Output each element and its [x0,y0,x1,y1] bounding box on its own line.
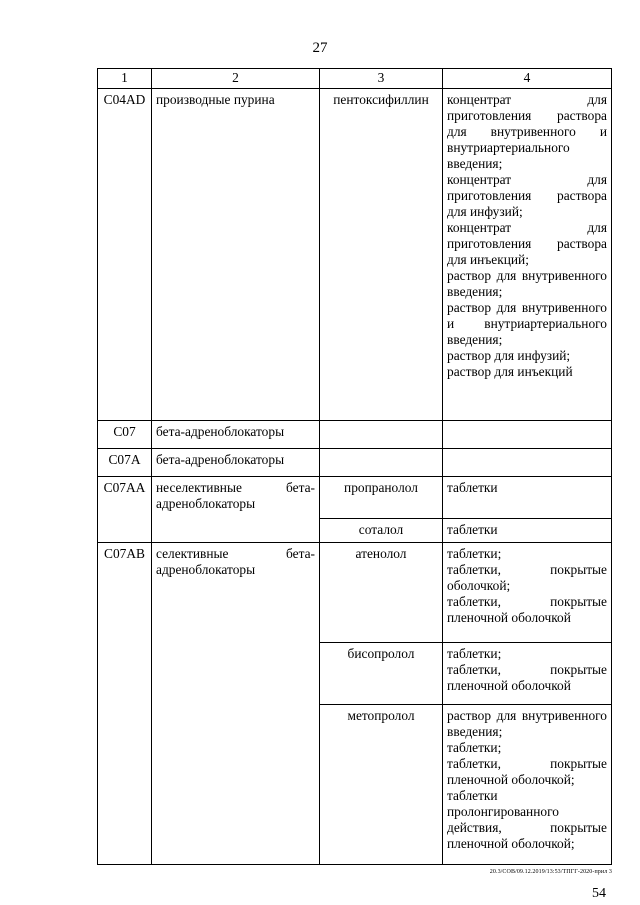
dosage-form: таблетки, покрытые пленочной оболочкой; [447,756,607,787]
drug-name-cell: атенолол [320,543,443,643]
dosage-forms-cell [443,519,612,543]
dosage-form: таблетки, покрытые пленочной оболочкой [447,662,607,693]
table-row [98,543,612,643]
table-row [98,421,612,449]
dosage-forms-cell [443,89,612,421]
dosage-form: таблетки; [447,740,502,755]
sheet-number: 54 [592,886,606,901]
drug-name-cell [320,421,443,449]
dosage-form: таблетки; [447,546,502,561]
atc-code-cell: C07AB [98,543,152,865]
dosage-form: таблетки; [447,646,502,661]
atc-code-cell: C07A [98,449,152,477]
document-stamp: 20.3/СОВ/09.12.2019/13:53/ТПГГ-2020-прил 3 [489,869,612,875]
drug-name-cell: соталол [320,519,443,543]
drug-name-cell: метопролол [320,705,443,865]
dosage-form: таблетки, покрытые оболочкой; [447,562,607,593]
table-row [98,477,612,519]
dosage-form: концентрат для приготовления раствора для инфузий; [447,172,607,219]
dosage-form: таблетки, покрытые пленочной оболочкой [447,594,607,625]
group-name-cell: производные пурина [152,89,320,421]
group-name-cell: бета-адреноблокаторы [152,421,320,449]
group-name-cell: бета-адреноблокаторы [152,449,320,477]
column-header-1: 1 [98,69,152,89]
atc-code-cell: C04AD [98,89,152,421]
dosage-form: таблетки пролонгированного действия, покрытые пленочной оболочкой; [447,788,607,851]
table-row [98,89,612,421]
page-number: 27 [312,40,328,56]
table-row [98,449,612,477]
dosage-form: раствор для внутривенного введения; [447,708,607,739]
dosage-form: раствор для инфузий; [447,348,571,363]
dosage-forms-cell [443,477,612,519]
dosage-form: раствор для внутривенного введения; [447,268,607,299]
header-row [98,69,612,89]
dosage-form: раствор для внутривенного и внутриартериального введения; [447,300,607,347]
dosage-form: раствор для инъекций [447,364,573,379]
group-name-cell: неселективные бета-адреноблокаторы [152,477,320,543]
dosage-forms-cell [443,643,612,705]
dosage-forms-cell [443,543,612,643]
group-name-cell: селективные бета-адреноблокаторы [152,543,320,865]
dosage-forms-cell [443,449,612,477]
dosage-form: таблетки [447,522,498,537]
dosage-forms-cell [443,421,612,449]
drug-name-cell [320,449,443,477]
dosage-form: концентрат для приготовления раствора для внутривенного и внутриартериального введения; [447,92,607,171]
dosage-form: концентрат для приготовления раствора для инъекций; [447,220,607,267]
drug-name-cell: пропранолол [320,477,443,519]
atc-code-cell: C07AA [98,477,152,543]
dosage-form: таблетки [447,480,498,495]
column-header-4: 4 [443,69,612,89]
drug-list-table [97,68,612,865]
drug-name-cell: бисопролол [320,643,443,705]
dosage-forms-cell [443,705,612,865]
column-header-3: 3 [320,69,443,89]
column-header-2: 2 [152,69,320,89]
drug-name-cell: пентоксифиллин [320,89,443,421]
atc-code-cell: C07 [98,421,152,449]
